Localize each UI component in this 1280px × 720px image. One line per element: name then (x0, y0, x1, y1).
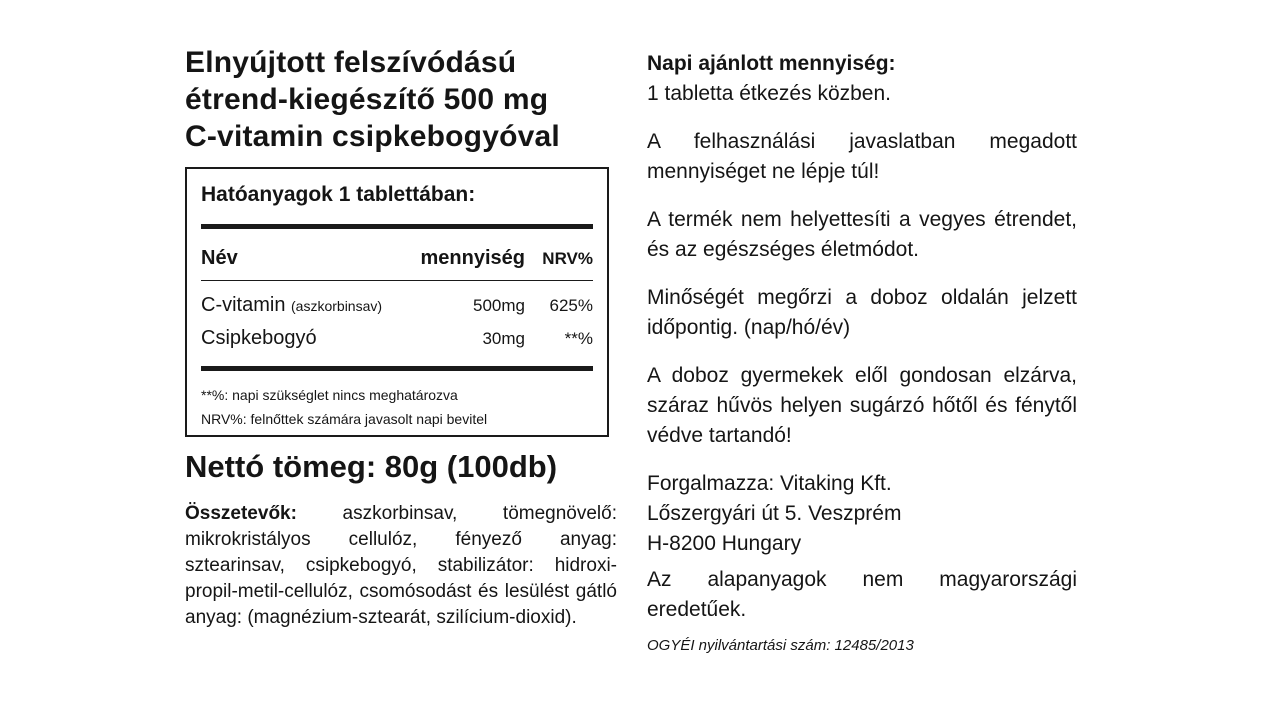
ingredients-label: Összetevők: (185, 503, 297, 524)
divider (201, 366, 593, 371)
daily-dose-text: 1 tabletta étkezés közben. (647, 82, 891, 105)
footnote: **%: napi szükséglet nincs meghatározva (201, 387, 458, 403)
column-header-nrv: NRV% (542, 249, 593, 268)
title-line: étrend-kiegészítő 500 mg (185, 83, 549, 116)
ingredients-text: aszkorbinsav, tömegnövelő: mikrokristályos cellulóz, fényező anyag: sztearinsav, csipkebogyó, stabilizátor: hidroxi-propil-metil-cellulóz, csomósodást és lesülést gátló anyag: (magnézium-sztearát, szilícium-dioxid). (185, 503, 617, 628)
active-ingredients-box (185, 167, 609, 437)
daily-dose-label: Napi ajánlott mennyiség: (647, 52, 896, 75)
product-title (185, 44, 617, 155)
net-weight: Nettó tömeg: 80g (100db) (185, 449, 558, 484)
footnote: NRV%: felnőttek számára javasolt napi bevitel (201, 411, 488, 427)
left-column (185, 44, 617, 631)
distributor-address (647, 469, 1077, 559)
registration-number: OGYÉI nyilvántartási szám: 12485/2013 (647, 637, 914, 654)
daily-dose (647, 49, 1077, 109)
ingredient-nrv: **% (564, 329, 593, 348)
ingredient-qty: 30mg (482, 329, 525, 348)
column-header-qty: mennyiség (420, 247, 525, 269)
ingredient-qty: 500mg (473, 296, 525, 315)
divider (201, 280, 593, 281)
address-line: Lőszergyári út 5. Veszprém (647, 502, 902, 525)
table-header (201, 247, 593, 273)
divider (201, 224, 593, 229)
address-line: H-8200 Hungary (647, 532, 802, 555)
right-column (647, 49, 1077, 654)
column-header-name: Név (201, 247, 238, 269)
title-line: C-vitamin csipkebogyóval (185, 120, 560, 153)
active-ingredients-heading: Hatóanyagok 1 tablettában: (201, 183, 476, 206)
ingredient-name-cell (201, 322, 433, 354)
ingredient-name-cell (201, 289, 433, 322)
footnotes (201, 383, 593, 431)
storage-paragraph: A doboz gyermekek elől gondosan elzárva, száraz hűvös helyen sugárzó hőtől és fénytől védve tartandó! (647, 364, 1077, 447)
table-body (201, 289, 593, 355)
ingredient-note: (aszkorbinsav) (291, 298, 383, 314)
ingredient-nrv: 625% (549, 296, 593, 315)
origin-paragraph: Az alapanyagok nem magyarországi eredetűek. (647, 568, 1077, 621)
ingredient-name: Csipkebogyó (201, 327, 317, 349)
address-line: Forgalmazza: Vitaking Kft. (647, 472, 892, 495)
ingredient-name: C-vitamin (201, 294, 286, 316)
warning-paragraph: A felhasználási javaslatban megadott mennyiséget ne lépje túl! (647, 130, 1077, 183)
ingredients-paragraph (185, 501, 617, 631)
table-row (201, 322, 593, 355)
table-row (201, 289, 593, 322)
best-before-paragraph: Minőségét megőrzi a doboz oldalán jelzett időpontig. (nap/hó/év) (647, 286, 1077, 339)
notice-paragraph: A termék nem helyettesíti a vegyes étrendet, és az egészséges életmódot. (647, 208, 1077, 261)
title-line: Elnyújtott felszívódású (185, 46, 517, 79)
